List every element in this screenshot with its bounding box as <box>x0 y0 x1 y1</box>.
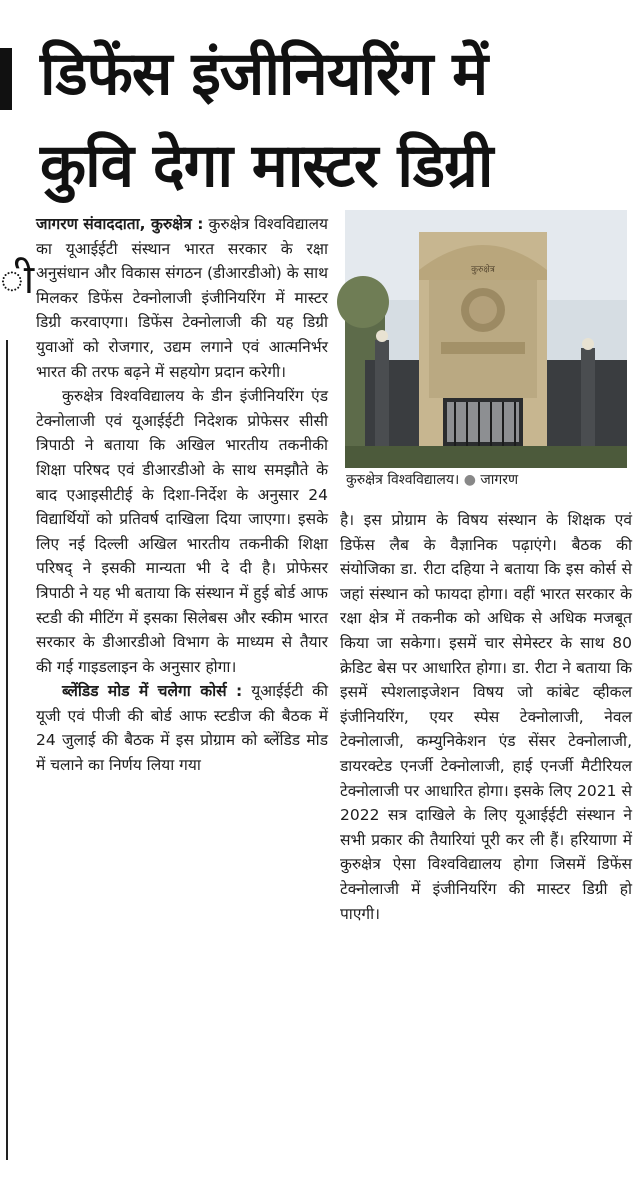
headline <box>40 28 640 212</box>
article-paragraph-4: है। इस प्रोग्राम के विषय संस्थान के शिक्षक एवं डिफेंस लैब के वैज्ञानिक पढ़ाएंगे। बैठक की संयोजिका डा. रीटा दहिया ने बताया कि इस कोर्स से जहां संस्थान को फायदा होगा। वहीं भारत सरकार के रक्षा क्षेत्र में तकनीक को अधिक से अधिक मजबूत किया जा सकेगा। इसमें चार सेमेस्टर के साथ 80 क्रेडिट बेस पर आधारित होगा। डा. रीटा ने बताया कि इसमें स्पेशलाइजेशन विषय जो कांबेट व्हीकल इंजीनियरिंग, एयर स्पेस टेक्नोलाजी, नेवल टेक्नोलाजी, कम्युनिकेशन एंड सेंसर टेक्नोलाजी, डायरक्टेड एनर्जी टेक्नोलाजी, हाई एनर्जी मैटीरियल टेक्नोलाजी पर आधारित होगा। इसके लिए 2021 से 2022 सत्र दाखिले के लिए यूआईईटी संस्थान ने सभी प्रकार की तैयारियां पूरी कर ली हैं। हरियाणा में कुरुक्षेत्र ऐसा विश्वविद्यालय होगा जिसमें डिफेंस टेक्नोलाजी में इंजीनियरिंग की मास्टर डिग्री हो पाएगी। <box>340 511 632 923</box>
photo-caption <box>346 470 628 490</box>
gate-illustration <box>345 210 627 468</box>
article-paragraph-3 <box>36 679 328 777</box>
clipped-letter-fragment <box>0 48 22 114</box>
headline-line-2: कुवि देगा मास्टर डिग्री <box>40 131 493 201</box>
caption-credit: जागरण <box>480 472 519 488</box>
university-gate-photo <box>345 210 627 468</box>
caption-bullet: ● <box>463 472 476 488</box>
article-paragraph-1 <box>36 212 328 384</box>
clipped-vowel-fragment: ी <box>0 257 35 303</box>
article-paragraph-2: कुरुक्षेत्र विश्वविद्यालय के डीन इंजीनियरिंग एंड टेक्नोलाजी एवं यूआईईटी निदेशक प्रोफेसर सीसी त्रिपाठी ने बताया कि अखिल भारतीय तकनीकी शिक्षा परिषद एवं डीआरडीओ के साथ समझौते के बाद एआइसीटीई के दिशा-निर्देश के अनुसार 24 विद्यार्थियों को प्रतिवर्ष दाखिला दिया जाएगा। इसके लिए नई दिल्ली अखिल भारतीय तकनीकी शिक्षा परिषद् ने इसकी मान्यता भी दे दी है। प्रोफेसर त्रिपाठी ने यह भी बताया कि संस्थान में हुई बोर्ड आफ स्टडी की मीटिंग में इसका सिलेबस और स्कीम भारत सरकार के डीआरडीओ विभाग के माध्यम से तैयार की गई गाइडलाइन के अनुसार होगा। <box>36 387 328 676</box>
article-column-right <box>340 508 632 926</box>
subheading: ब्लेंडिड मोड में चलेगा कोर्स : <box>62 682 243 701</box>
caption-place: कुरुक्षेत्र विश्वविद्यालय। <box>346 472 460 488</box>
paragraph-3-text: यूआईईटी की यूजी एवं पीजी की बोर्ड आफ स्टडीज की बैठक में 24 जुलाई की बैठक में इस प्रोग्राम को ब्लेंडिड मोड में चलाने का निर्णय लिया गया <box>36 682 328 775</box>
headline-line-1: डिफेंस इंजीनियरिंग में <box>40 39 488 109</box>
dateline: जागरण संवाददाता, कुरुक्षेत्र : <box>36 215 204 233</box>
article-column-left <box>36 212 328 778</box>
gate-sign-text: कुरुक्षेत्र <box>471 265 495 275</box>
column-divider <box>6 340 8 1160</box>
paragraph-1-text: कुरुक्षेत्र विश्वविद्यालय का यूआईईटी संस्थान भारत सरकार के रक्षा अनुसंधान और विकास संगठन (डीआरडीओ) के साथ मिलकर डिफेंस टेक्नोलाजी इंजीनियरिंग में मास्टर डिग्री करवाएगा। डिफेंस टेक्नोलाजी की यह डिग्री युवाओं को रोजगार, उद्यम लगाने एवं आत्मनिर्भर भारत की तरफ बढ़ने में सहयोग प्रदान करेगी। <box>36 215 328 381</box>
